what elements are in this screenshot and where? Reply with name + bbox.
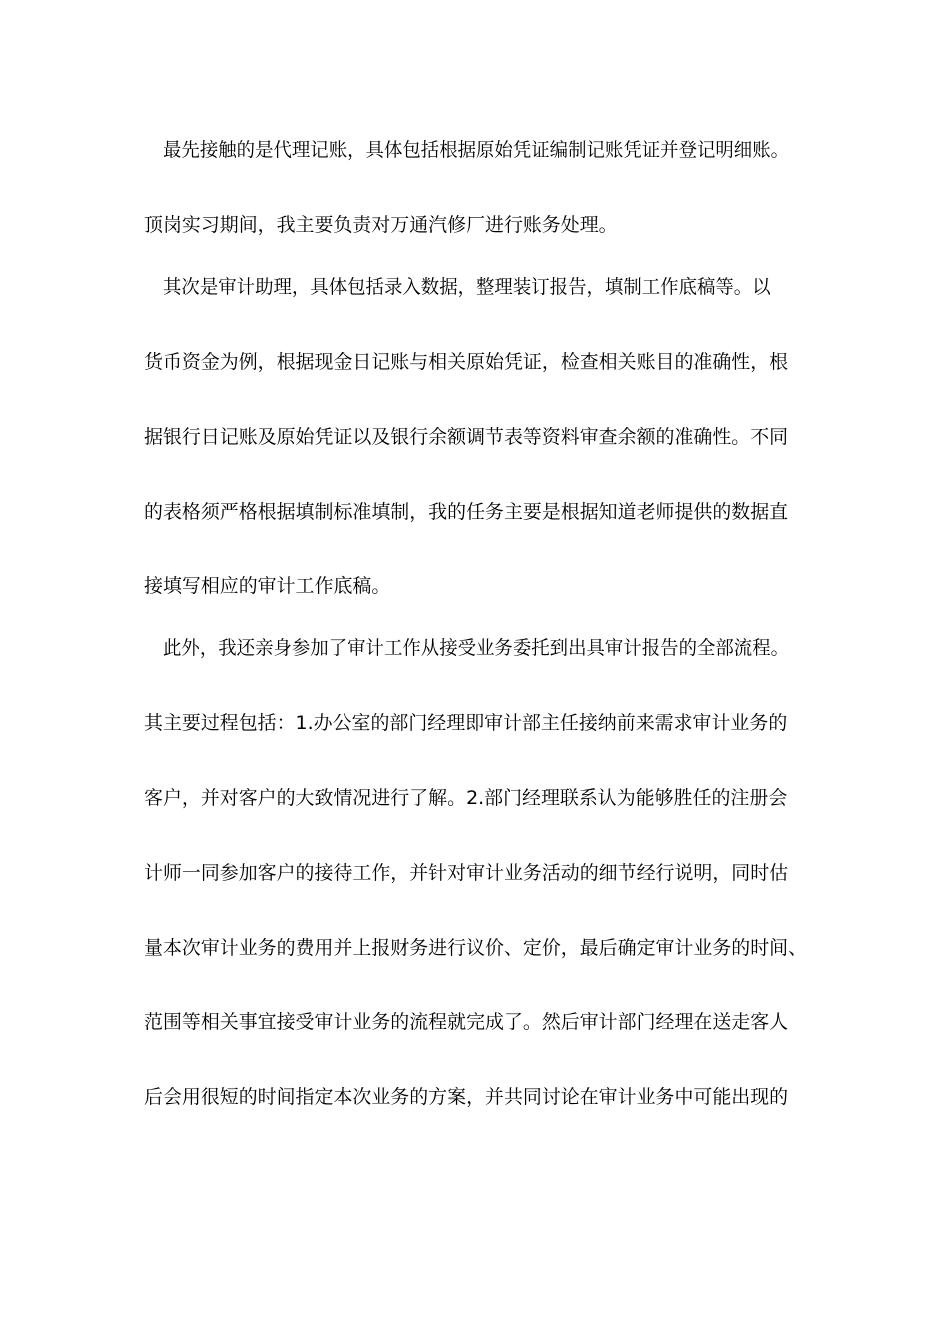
paragraph-line-3: 其次是审计助理，具体包括录入数据，整理装订报告，填制工作底稿等。以	[163, 276, 771, 298]
paragraph-line-1: 最先接触的是代理记账，具体包括根据原始凭证编制记账凭证并登记明细账。	[163, 139, 790, 161]
paragraph-line-13: 范围等相关事宜接受审计业务的流程就完成了。然后审计部门经理在送走客人	[144, 1011, 789, 1033]
paragraph-line-4: 货币资金为例，根据现金日记账与相关原始凭证，检查相关账目的准确性，根	[144, 351, 789, 373]
paragraph-line-7: 接填写相应的审计工作底稿。	[144, 575, 391, 597]
paragraph-line-12: 量本次审计业务的费用并上报财务进行议价、定价，最后确定审计业务的时间、	[144, 937, 808, 959]
paragraph-line-2: 顶岗实习期间，我主要负责对万通汽修厂进行账务处理。	[144, 214, 618, 236]
paragraph-line-6: 的表格须严格根据填制标准填制，我的任务主要是根据知道老师提供的数据直	[144, 501, 789, 523]
paragraph-line-11: 计师一同参加客户的接待工作，并针对审计业务活动的细节经行说明，同时估	[144, 862, 789, 884]
paragraph-line-5: 据银行日记账及原始凭证以及银行余额调节表等资料审查余额的准确性。不同	[144, 426, 789, 448]
paragraph-line-8: 此外，我还亲身参加了审计工作从接受业务委托到出具审计报告的全部流程。	[163, 637, 790, 659]
paragraph-line-9: 其主要过程包括：1.办公室的部门经理即审计部主任接纳前来需求审计业务的	[144, 712, 788, 734]
paragraph-line-10: 客户，并对客户的大致情况进行了解。2.部门经理联系认为能够胜任的注册会	[144, 787, 788, 809]
paragraph-line-14: 后会用很短的时间指定本次业务的方案，并共同讨论在审计业务中可能出现的	[144, 1086, 789, 1108]
